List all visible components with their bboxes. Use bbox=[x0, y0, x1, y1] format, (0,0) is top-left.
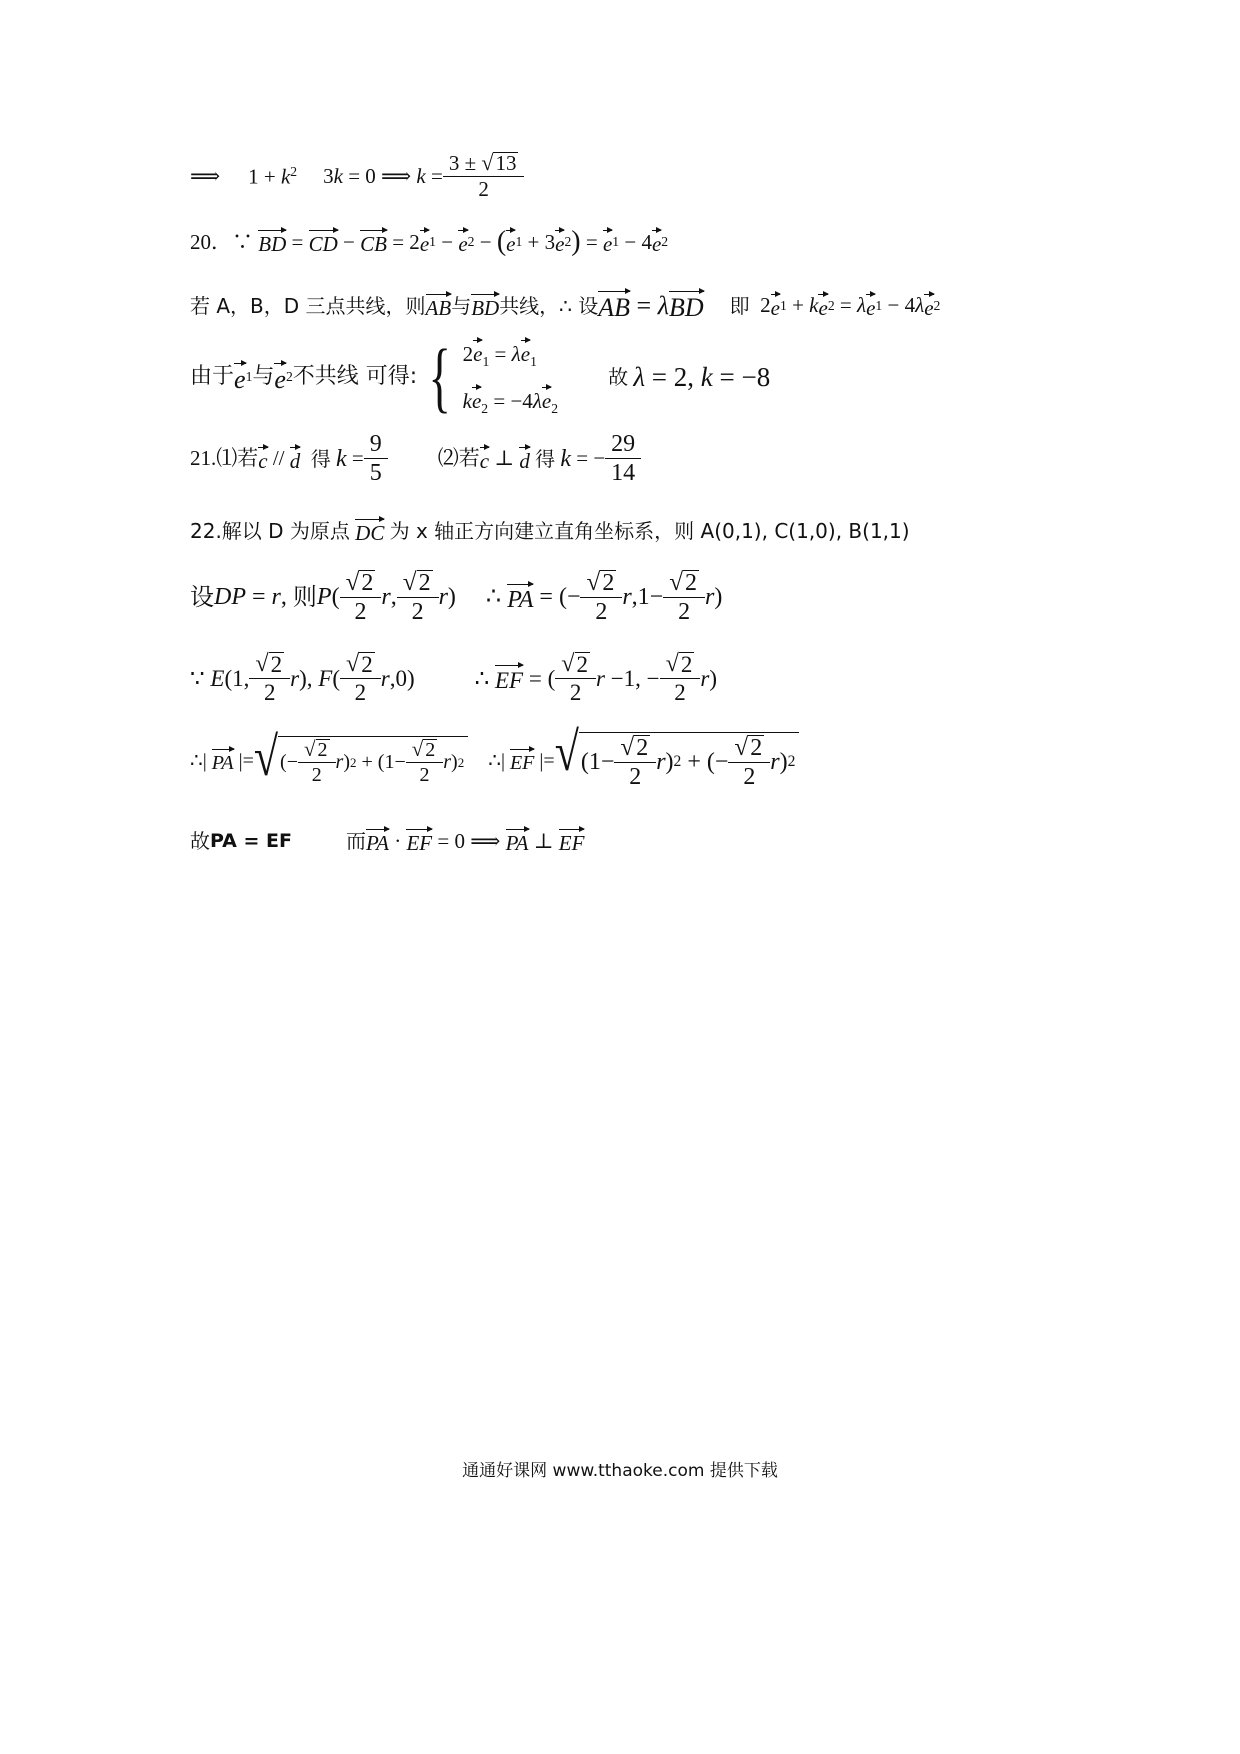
line-magnitudes: ∴| PA |= √ (− √ 2 2 r ) 2 + (1− √ 2 2 r ) 2 ∴| EF |= √ (1− √ 2 2 r ) 2 + (− √ 2 2 r ) 2 bbox=[190, 732, 799, 789]
line-21: 21.⑴若 c // d 得 k = $\frac{9}{5}$ ⑵若 c ⊥ d 得 k = − $\frac{29}{14}$ bbox=[190, 432, 641, 485]
line-ef: ∵ E (1, √ 2 2 r ), F ( √ 2 2 r ,0) ∴ EF = ( √ 2 2 r −1, − √ 2 2 r ) bbox=[190, 650, 718, 706]
fraction: 3 ± √ 13 2 bbox=[446, 152, 522, 200]
line-system: 由于 e 1 与 e 2 不共线 可得: { $2e_1 = \lambda e_1$ $ke_2 = -4\lambda e_2$ 故 λ = 2, k = −8 bbox=[190, 333, 771, 420]
line-collinear: 若 A，B，D 三点共线，则 AB 与 BD 共线，∴ 设 AB = λ BD 即 2 e 1 + k e 2 = λ e 1 − 4 λ e 2 bbox=[190, 290, 941, 322]
line-22: 22.解以 D 为原点 DC 为 x 轴正方向建立直角坐标系，则 A(0,1), C(1,0), B(1,1) bbox=[190, 519, 910, 545]
line-20: 20．∵ BD = CD − CB = 2 e 1 − e 2 − ( e 1 + 3 e 2 ) = e 1 − 4 e 2 bbox=[190, 226, 669, 257]
line-conclusion: 故 PA = EF 而 PA · EF = 0 ⟹ PA ⊥ EF bbox=[190, 828, 585, 855]
equation-system: $2e_1 = \lambda e_1$ $ke_2 = -4\lambda e_2$ bbox=[463, 339, 558, 416]
line-1: ⟹ $1 + k^2$ 3k = 0 ⟹ k = 3 ± √ 13 2 bbox=[190, 152, 524, 200]
footer: 通通好课网 www.tthaoke.com 提供下载 bbox=[462, 1461, 778, 1481]
line-set-dp: 设 DP = r , 则 P ( √ 2 2 r , √ 2 2 r ) ∴ PA = (− √ 2 2 r ,1− √ 2 2 r ) bbox=[190, 569, 723, 626]
